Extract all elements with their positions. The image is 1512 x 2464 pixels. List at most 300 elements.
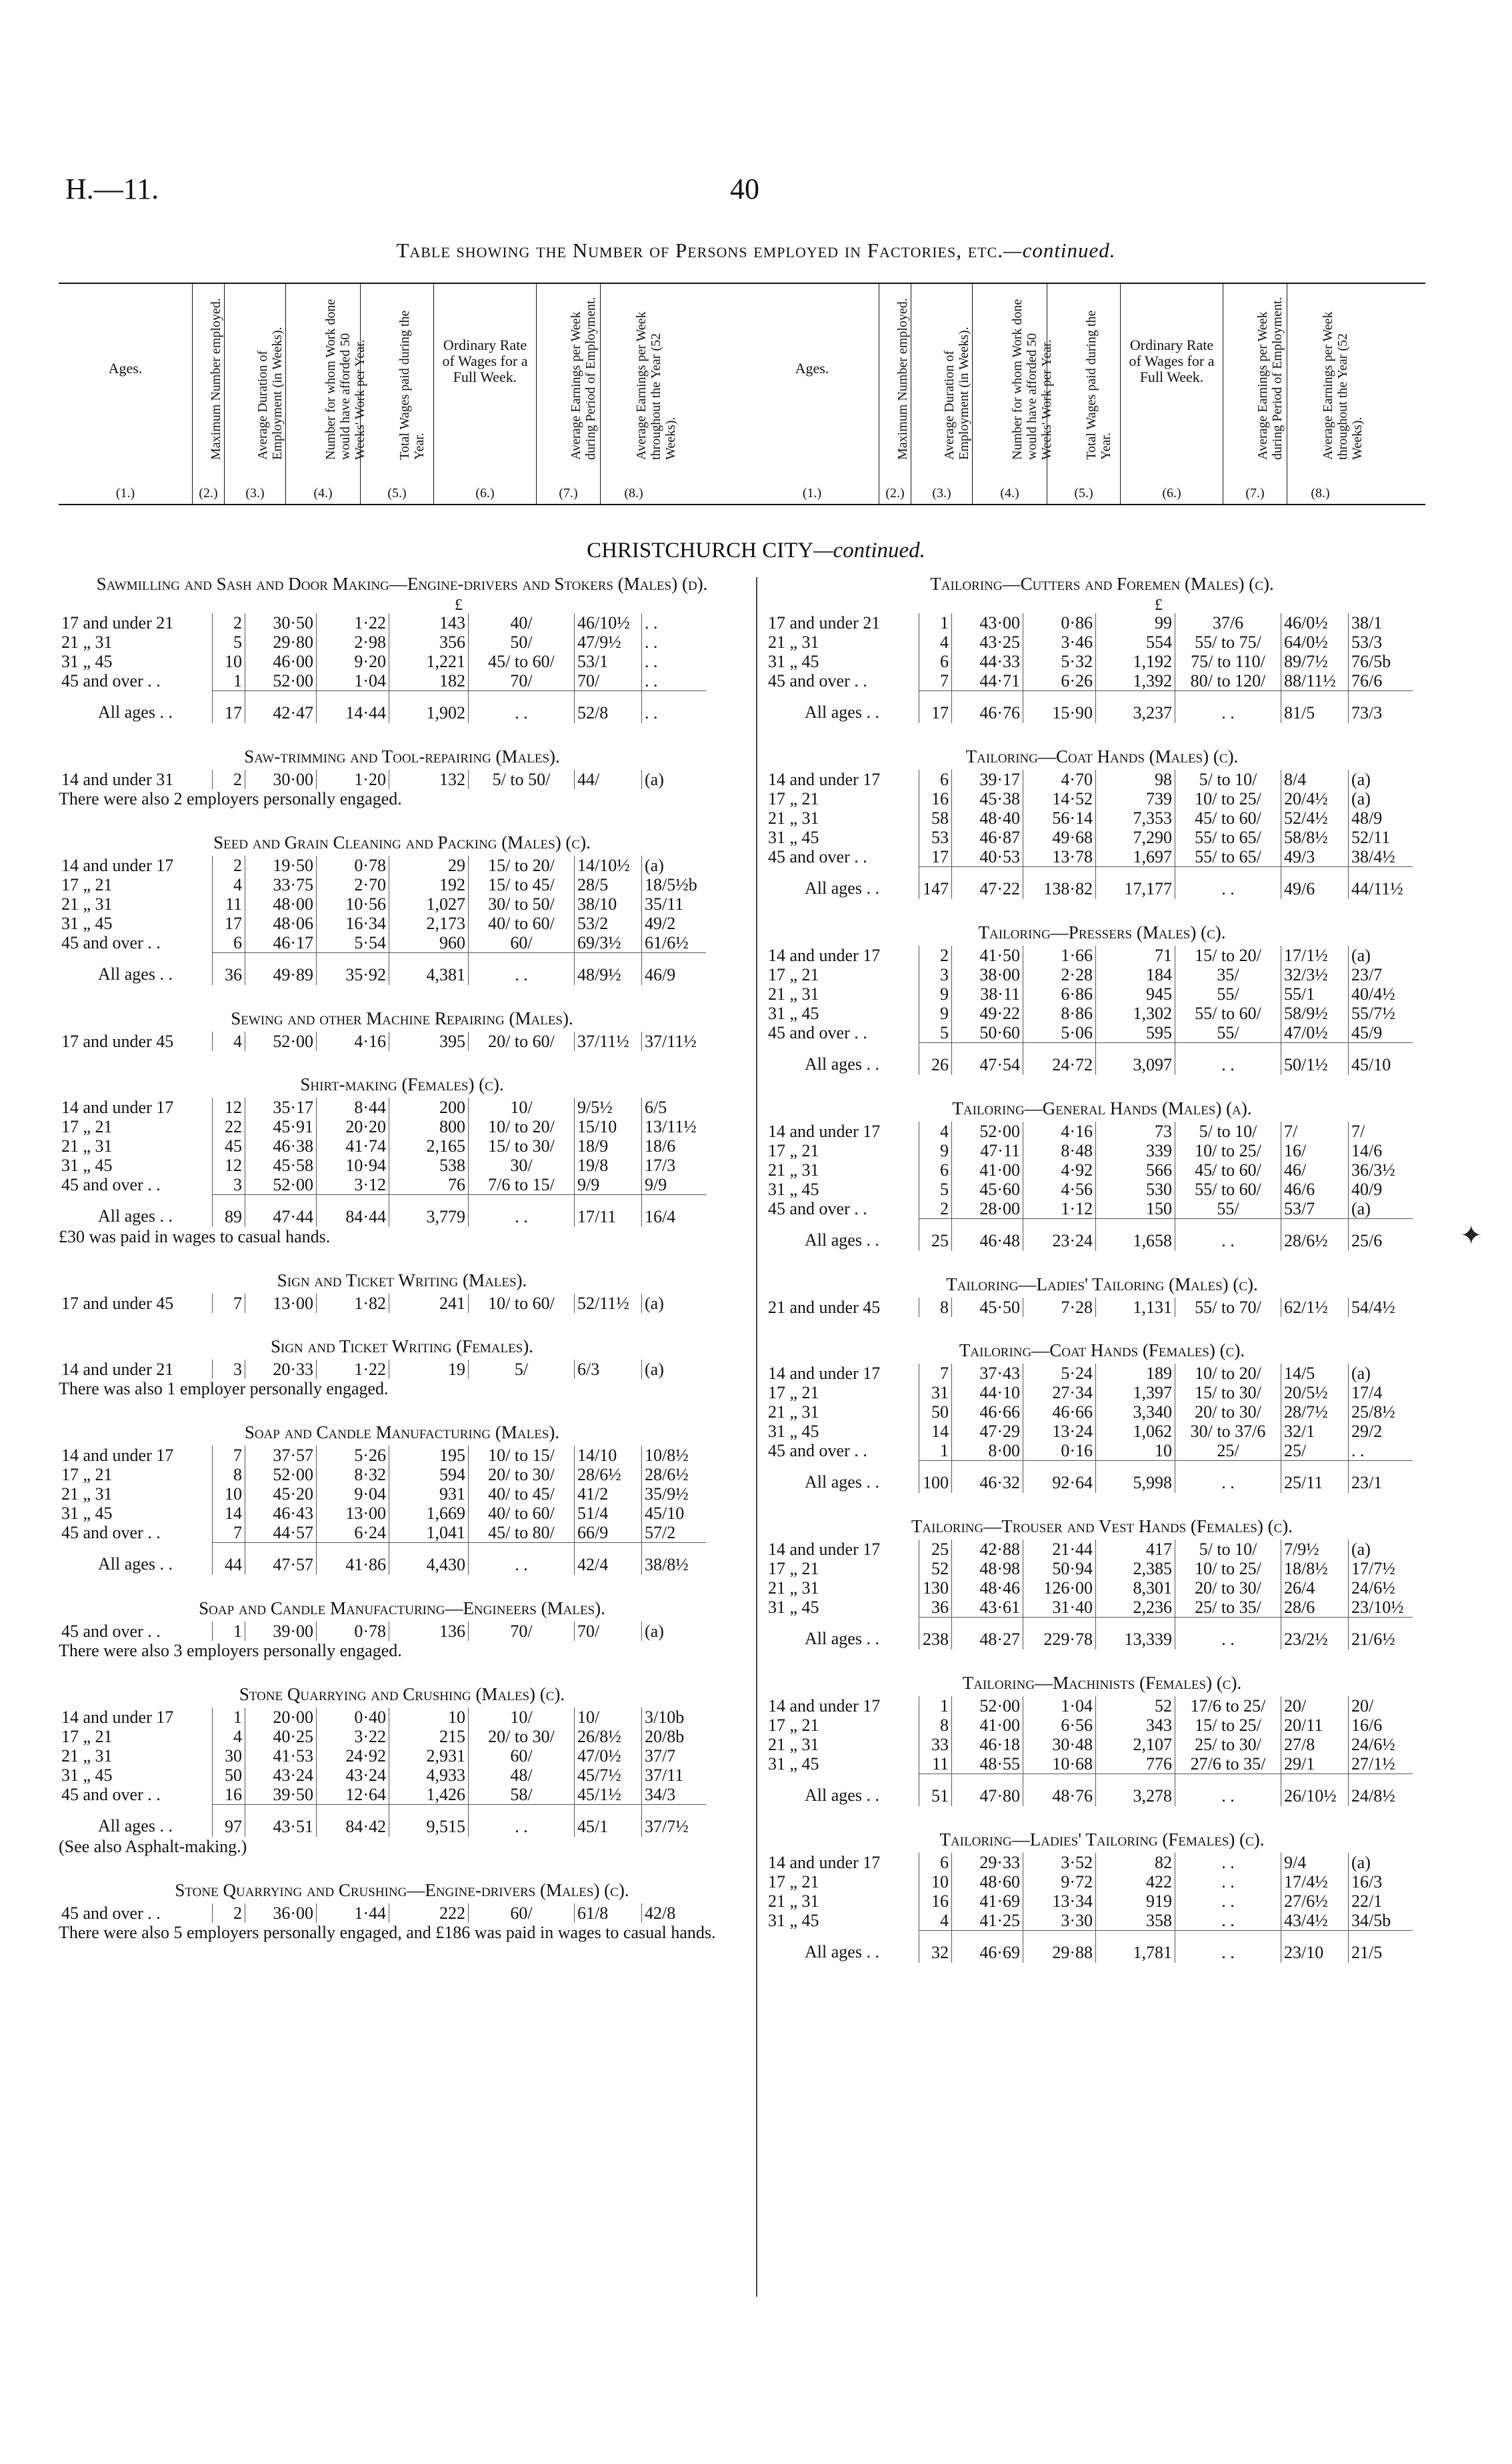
table-cell: 41·53 xyxy=(245,1746,317,1766)
table-cell: 14/6 xyxy=(1349,1141,1413,1160)
table-cell: 14·44 xyxy=(317,691,389,724)
table-cell: All ages . . xyxy=(98,1816,173,1836)
table-title: Table showing the Number of Persons employed in Factories, etc.—continued. xyxy=(396,239,1116,262)
table-cell: 55/ xyxy=(1175,1023,1281,1043)
column-label: Average Earnings per Week throughout the Year (52 Weeks). xyxy=(1320,311,1365,460)
table-cell: 5·32 xyxy=(1023,652,1096,671)
table-cell: 31·40 xyxy=(1023,1598,1096,1618)
table-cell: 3 xyxy=(919,965,952,984)
table-cell: 9 xyxy=(919,1141,952,1160)
table-cell: . . xyxy=(642,632,707,652)
table-cell: 10/ to 20/ xyxy=(469,1117,575,1136)
column-4 xyxy=(285,284,367,504)
table-cell: 4·16 xyxy=(317,1032,389,1051)
table-cell: 49/2 xyxy=(642,914,707,933)
table-cell: 40/4½ xyxy=(1349,984,1413,1004)
table-cell: 47·57 xyxy=(245,1543,317,1576)
table-cell: . . xyxy=(1175,1911,1281,1931)
column-label: Ages. xyxy=(108,360,143,377)
table-row xyxy=(59,1175,706,1195)
left-column xyxy=(59,573,745,1965)
table-cell: 17/1½ xyxy=(1281,946,1349,965)
table-cell: 25/6 xyxy=(1349,1219,1413,1252)
table-cell: 17 and under 21 xyxy=(768,613,881,632)
data-table xyxy=(765,770,1413,899)
column-label: Ordinary Rate of Wages for a Full Week. xyxy=(1129,337,1215,385)
section-title: Sewing and other Machine Repairing (Males). xyxy=(231,1008,573,1028)
table-cell: 15/ to 25/ xyxy=(1175,1716,1281,1735)
table-row xyxy=(59,1903,706,1923)
total-row xyxy=(765,1618,1413,1650)
table-cell: (a) xyxy=(1349,1199,1413,1219)
table-cell: 17/4 xyxy=(1349,1383,1413,1402)
table-cell: 45 xyxy=(213,1136,245,1156)
table-cell: 18/5½b xyxy=(642,875,707,894)
table-cell: 29·88 xyxy=(1023,1931,1096,1963)
section-title: Tailoring—Coat Hands (Females) (c). xyxy=(959,1340,1245,1360)
table-cell: 23/2½ xyxy=(1281,1618,1349,1650)
table-cell: 47/0½ xyxy=(575,1746,642,1766)
table-cell: 48·98 xyxy=(952,1559,1023,1578)
table-cell: 19 xyxy=(389,1360,469,1379)
table-cell: 16/ xyxy=(1281,1141,1349,1160)
table-cell: 99 xyxy=(1096,613,1175,632)
table-cell: 100 xyxy=(919,1461,952,1494)
table-cell: 14 and under 17 xyxy=(768,1853,881,1872)
table-cell: 48·55 xyxy=(952,1754,1023,1774)
table-row xyxy=(765,847,1413,867)
table-cell: 37·57 xyxy=(245,1446,317,1465)
table-cell: 8·00 xyxy=(952,1441,1023,1461)
table-cell: 43·00 xyxy=(952,613,1023,632)
table-cell: 21 „ 31 xyxy=(61,632,113,652)
table-cell: All ages . . xyxy=(805,1786,879,1806)
table-cell: 339 xyxy=(1096,1141,1175,1160)
table-cell: 27/8 xyxy=(1281,1735,1349,1754)
table-cell: 6 xyxy=(919,652,952,671)
table-cell: 46·32 xyxy=(952,1461,1023,1494)
table-cell: 44/ xyxy=(575,770,642,789)
table-cell: 60/ xyxy=(469,1903,575,1923)
column-label: Ordinary Rate of Wages for a Full Week. xyxy=(442,337,528,385)
table-cell: 2·70 xyxy=(317,875,389,894)
section xyxy=(765,922,1439,1075)
column-1 xyxy=(59,284,192,504)
table-cell: 9·72 xyxy=(1023,1872,1096,1891)
table-cell: 6·56 xyxy=(1023,1716,1096,1735)
table-cell: 7,290 xyxy=(1096,828,1175,847)
column-number: (1.) xyxy=(802,486,822,501)
table-cell: 44·57 xyxy=(245,1523,317,1543)
table-cell: 14 and under 17 xyxy=(61,1098,174,1117)
table-cell: 739 xyxy=(1096,789,1175,808)
table-cell: 8·44 xyxy=(317,1098,389,1117)
table-cell: 55/ to 65/ xyxy=(1175,847,1281,867)
table-cell: 61/8 xyxy=(575,1903,642,1923)
data-table xyxy=(59,1903,706,1923)
table-cell: 36·00 xyxy=(245,1903,317,1923)
section xyxy=(59,1074,745,1247)
column-number: (6.) xyxy=(1162,486,1181,501)
table-cell: . . xyxy=(1175,1774,1281,1807)
section-title: Sawmilling and Sash and Door Making—Engine-drivers and Stokers (Males) (d). xyxy=(96,574,708,594)
table-row xyxy=(765,1891,1413,1911)
table-row xyxy=(59,1032,706,1051)
table-cell: 10 xyxy=(213,1484,245,1504)
table-cell: 14 and under 21 xyxy=(61,1360,174,1379)
table-cell: 57/2 xyxy=(642,1523,707,1543)
column-label: Number for whom Work done would have afforded 50 Weeks' Work per Year. xyxy=(323,299,367,460)
table-cell: 17 „ 21 xyxy=(61,1117,113,1136)
table-cell: 17 „ 21 xyxy=(768,1141,819,1160)
table-cell: (a) xyxy=(1349,770,1413,789)
table-cell: 3 xyxy=(213,1175,245,1195)
table-cell: 55/ to 60/ xyxy=(1175,1004,1281,1023)
table-cell: 16/3 xyxy=(1349,1872,1413,1891)
section-note: (See also Asphalt-making.) xyxy=(59,1837,247,1856)
table-cell: . . xyxy=(1175,691,1281,724)
table-cell: 5/ to 10/ xyxy=(1175,1540,1281,1559)
page-id: H.—11. xyxy=(65,173,159,205)
data-table xyxy=(765,1853,1413,1963)
table-cell: 17 „ 21 xyxy=(768,1716,819,1735)
table-cell: 4·92 xyxy=(1023,1160,1096,1180)
table-cell: 45·20 xyxy=(245,1484,317,1504)
table-row xyxy=(59,1727,706,1746)
table-cell: 49/6 xyxy=(1281,867,1349,900)
table-cell: 1·44 xyxy=(317,1903,389,1923)
table-cell: 554 xyxy=(1096,632,1175,652)
table-cell: 14 and under 31 xyxy=(61,770,174,789)
table-cell: (a) xyxy=(1349,789,1413,808)
table-cell: 195 xyxy=(389,1446,469,1465)
table-cell: 1·82 xyxy=(317,1294,389,1313)
table-cell: 25 xyxy=(919,1219,952,1252)
table-cell: 60/ xyxy=(469,933,575,953)
table-cell: 4·16 xyxy=(1023,1122,1096,1141)
table-cell: 1,902 xyxy=(389,691,469,724)
table-cell: 30/ to 37/6 xyxy=(1175,1422,1281,1441)
table-cell: 30 xyxy=(213,1746,245,1766)
table-cell: . . xyxy=(469,1543,575,1576)
table-cell: 11 xyxy=(919,1754,952,1774)
table-cell: 13,339 xyxy=(1096,1618,1175,1650)
table-cell: 12 xyxy=(213,1156,245,1175)
section xyxy=(765,1516,1439,1650)
table-cell: 41·00 xyxy=(952,1160,1023,1180)
table-cell: 238 xyxy=(919,1618,952,1650)
table-cell: 0·86 xyxy=(1023,613,1096,632)
data-table xyxy=(765,1298,1413,1317)
table-cell: 37·43 xyxy=(952,1364,1023,1383)
table-cell: 42·88 xyxy=(952,1540,1023,1559)
table-cell: 25/ to 35/ xyxy=(1175,1598,1281,1618)
table-cell: 21 „ 31 xyxy=(61,1746,113,1766)
table-cell: 46/6 xyxy=(1281,1180,1349,1199)
table-cell: 20/ to 30/ xyxy=(1175,1402,1281,1422)
table-cell: 25/ xyxy=(1175,1441,1281,1461)
table-cell: 10/ xyxy=(469,1098,575,1117)
table-cell: 13·00 xyxy=(317,1504,389,1523)
table-row xyxy=(59,1098,706,1117)
data-table xyxy=(59,1098,706,1227)
table-cell: 30·48 xyxy=(1023,1735,1096,1754)
table-cell: 39·17 xyxy=(952,770,1023,789)
table-row xyxy=(59,1156,706,1175)
table-cell: 13·34 xyxy=(1023,1891,1096,1911)
table-row xyxy=(765,1383,1413,1402)
table-cell: 46·76 xyxy=(952,691,1023,724)
table-cell: 55/1 xyxy=(1281,984,1349,1004)
column-number: (8.) xyxy=(1311,486,1330,501)
table-cell: 17 xyxy=(213,914,245,933)
table-cell: 46/0½ xyxy=(1281,613,1349,632)
column-header xyxy=(59,283,1425,505)
table-cell: 55/ xyxy=(1175,1199,1281,1219)
table-cell: . . xyxy=(1175,1872,1281,1891)
table-cell: 37/11 xyxy=(642,1766,707,1785)
table-cell: 7·28 xyxy=(1023,1298,1096,1317)
column-number: (5.) xyxy=(387,486,407,501)
table-cell: 14 xyxy=(919,1422,952,1441)
table-cell: . . xyxy=(1175,1853,1281,1872)
table-cell: 52·00 xyxy=(245,1032,317,1051)
table-cell: 50 xyxy=(919,1402,952,1422)
table-cell: 182 xyxy=(389,671,469,691)
table-cell: 20/ to 30/ xyxy=(469,1465,575,1484)
table-cell: 14·52 xyxy=(1023,789,1096,808)
table-cell: 46/9 xyxy=(642,953,707,986)
table-cell: 530 xyxy=(1096,1180,1175,1199)
table-cell: 31 „ 45 xyxy=(768,1598,819,1618)
table-cell: 43·51 xyxy=(245,1805,317,1838)
column-8 xyxy=(600,284,678,504)
table-cell: 14 and under 17 xyxy=(768,946,881,965)
table-cell: 17 „ 21 xyxy=(61,875,113,894)
table-cell: 80/ to 120/ xyxy=(1175,671,1281,691)
table-cell: 9 xyxy=(919,984,952,1004)
table-cell: 1,669 xyxy=(389,1504,469,1523)
table-cell: 15/ to 30/ xyxy=(469,1136,575,1156)
table-cell: All ages . . xyxy=(805,1054,879,1074)
table-cell: 17/7½ xyxy=(1349,1559,1413,1578)
table-cell: 21 „ 31 xyxy=(768,632,819,652)
table-cell: 32 xyxy=(919,1931,952,1963)
table-cell: 215 xyxy=(389,1727,469,1746)
section-note: There was also 1 employer personally engaged. xyxy=(59,1379,389,1398)
table-cell: (a) xyxy=(642,770,707,789)
section-title: Tailoring—Machinists (Females) (c). xyxy=(962,1673,1242,1693)
section-note: There were also 2 employers personally engaged. xyxy=(59,789,402,808)
table-cell: 35·92 xyxy=(317,953,389,986)
table-cell: 13·78 xyxy=(1023,847,1096,867)
table-cell: 3·30 xyxy=(1023,1911,1096,1931)
table-cell: 44·10 xyxy=(952,1383,1023,1402)
table-cell: 10/ to 15/ xyxy=(469,1446,575,1465)
table-cell: 7 xyxy=(919,671,952,691)
table-cell: 52·00 xyxy=(245,1175,317,1195)
table-cell: 2,173 xyxy=(389,914,469,933)
total-row xyxy=(765,1461,1413,1494)
currency-mark: £ xyxy=(1155,597,1163,614)
table-cell: 62/1½ xyxy=(1281,1298,1349,1317)
section-title: Tailoring—Ladies' Tailoring (Males) (c). xyxy=(946,1274,1258,1294)
table-cell: 20/4½ xyxy=(1281,789,1349,808)
table-cell: 126·00 xyxy=(1023,1578,1096,1598)
table-cell: . . xyxy=(1175,1618,1281,1650)
table-cell: 38·11 xyxy=(952,984,1023,1004)
table-cell: 4·56 xyxy=(1023,1180,1096,1199)
table-cell: 82 xyxy=(1096,1853,1175,1872)
table-cell: (a) xyxy=(1349,1364,1413,1383)
table-cell: 38·00 xyxy=(952,965,1023,984)
table-row xyxy=(765,1180,1413,1199)
table-cell: 31 „ 45 xyxy=(768,1180,819,1199)
table-cell: 10/ to 60/ xyxy=(469,1294,575,1313)
table-cell: 41·74 xyxy=(317,1136,389,1156)
table-cell: 45/ to 60/ xyxy=(1175,808,1281,828)
table-cell: 17 „ 21 xyxy=(768,789,819,808)
table-cell: 4·70 xyxy=(1023,770,1096,789)
table-cell: 0·78 xyxy=(317,1622,389,1641)
table-cell: . . xyxy=(1175,867,1281,900)
table-cell: 17 xyxy=(919,691,952,724)
table-cell: 1,062 xyxy=(1096,1422,1175,1441)
table-cell: 14 and under 17 xyxy=(61,1708,174,1727)
table-cell: 5/ to 10/ xyxy=(1175,770,1281,789)
table-cell: 2,107 xyxy=(1096,1735,1175,1754)
table-row xyxy=(765,946,1413,965)
column-4 xyxy=(972,284,1054,504)
table-row xyxy=(765,1872,1413,1891)
table-cell: 10 xyxy=(919,1872,952,1891)
column-label: Average Duration of Employment (in Weeks). xyxy=(255,327,285,460)
table-cell: 30/ to 50/ xyxy=(469,894,575,914)
section xyxy=(765,746,1439,899)
table-cell: 28/6½ xyxy=(642,1465,707,1484)
table-row xyxy=(59,1465,706,1484)
table-cell: 22 xyxy=(213,1117,245,1136)
section-title: Tailoring—Trouser and Vest Hands (Females) (c). xyxy=(911,1516,1293,1536)
table-cell: 4 xyxy=(213,1727,245,1746)
table-row xyxy=(765,984,1413,1004)
column-2 xyxy=(192,284,224,504)
table-cell: 32/1 xyxy=(1281,1422,1349,1441)
column-label: Average Earnings per Week during Period of Employment. xyxy=(568,297,598,460)
table-cell: 2 xyxy=(919,946,952,965)
table-cell: 358 xyxy=(1096,1911,1175,1931)
table-cell: 46·00 xyxy=(245,652,317,671)
table-cell: . . xyxy=(642,671,707,691)
table-cell: 38/8½ xyxy=(642,1543,707,1576)
table-row xyxy=(765,1853,1413,1872)
table-row xyxy=(765,965,1413,984)
table-cell: 45 and over . . xyxy=(768,671,867,691)
data-table xyxy=(765,1540,1413,1650)
table-cell: 16·34 xyxy=(317,914,389,933)
table-cell: 55/ xyxy=(1175,984,1281,1004)
table-cell: 5·26 xyxy=(317,1446,389,1465)
table-cell: 58/9½ xyxy=(1281,1004,1349,1023)
table-cell: 20/ to 30/ xyxy=(1175,1578,1281,1598)
table-cell: 31 „ 45 xyxy=(61,652,113,671)
table-cell: 5/ xyxy=(469,1360,575,1379)
table-cell: 26 xyxy=(919,1043,952,1076)
table-cell: 10·94 xyxy=(317,1156,389,1175)
table-cell: 23/10 xyxy=(1281,1931,1349,1963)
table-cell: 41·50 xyxy=(952,946,1023,965)
table-row xyxy=(765,1598,1413,1618)
section-title: Tailoring—Pressers (Males) (c). xyxy=(978,922,1226,942)
table-cell: 47/9½ xyxy=(575,632,642,652)
table-cell: 5 xyxy=(213,632,245,652)
table-cell: 184 xyxy=(1096,965,1175,984)
table-cell: 98 xyxy=(1096,770,1175,789)
table-cell: 97 xyxy=(213,1805,245,1838)
table-cell: . . xyxy=(1175,1931,1281,1963)
table-cell: 17/6 to 25/ xyxy=(1175,1696,1281,1716)
table-row xyxy=(59,856,706,875)
table-cell: 45 and over . . xyxy=(61,1785,161,1805)
table-row xyxy=(59,671,706,691)
table-cell: 2 xyxy=(213,613,245,632)
column-number: (4.) xyxy=(313,486,333,501)
table-cell: 14 and under 17 xyxy=(768,1122,881,1141)
table-cell: 3·22 xyxy=(317,1727,389,1746)
data-table xyxy=(59,1360,706,1379)
table-cell: 34/5b xyxy=(1349,1911,1413,1931)
table-cell: 66/9 xyxy=(575,1523,642,1543)
table-row xyxy=(59,652,706,671)
column-1 xyxy=(745,284,879,504)
table-cell: 5/ to 50/ xyxy=(469,770,575,789)
table-cell: 17 xyxy=(919,847,952,867)
column-3 xyxy=(911,284,972,504)
total-row xyxy=(765,691,1413,724)
column-label: Maximum Number employed. xyxy=(895,298,910,460)
table-cell: 52·00 xyxy=(245,1465,317,1484)
table-cell: 21 „ 31 xyxy=(768,1735,819,1754)
table-cell: 35/ xyxy=(1175,965,1281,984)
table-cell: 395 xyxy=(389,1032,469,1051)
table-cell: 50·60 xyxy=(952,1023,1023,1043)
table-cell: 31 „ 45 xyxy=(61,1504,113,1523)
table-cell: 15/ to 45/ xyxy=(469,875,575,894)
table-cell: 21 and under 45 xyxy=(768,1298,881,1317)
table-cell: 45 and over . . xyxy=(768,1199,867,1219)
section xyxy=(765,1098,1439,1251)
table-cell: 3/10b xyxy=(642,1708,707,1727)
table-cell: 73 xyxy=(1096,1122,1175,1141)
table-cell: 20·20 xyxy=(317,1117,389,1136)
table-cell: 21/5 xyxy=(1349,1931,1413,1963)
table-cell: 9 xyxy=(919,1004,952,1023)
table-cell: 17,177 xyxy=(1096,867,1175,900)
table-cell: 1,697 xyxy=(1096,847,1175,867)
page-number: 40 xyxy=(730,173,759,205)
table-cell: 60/ xyxy=(469,1746,575,1766)
table-cell: 36 xyxy=(919,1598,952,1618)
table-cell: 17 xyxy=(213,691,245,724)
table-cell: 55/ to 75/ xyxy=(1175,632,1281,652)
table-cell: 17/4½ xyxy=(1281,1872,1349,1891)
data-table xyxy=(765,1364,1413,1493)
table-cell: 10·68 xyxy=(1023,1754,1096,1774)
table-cell: . . xyxy=(642,652,707,671)
table-cell: 8·48 xyxy=(1023,1141,1096,1160)
table-cell: 17/11 xyxy=(575,1195,642,1228)
table-cell: 53/3 xyxy=(1349,632,1413,652)
